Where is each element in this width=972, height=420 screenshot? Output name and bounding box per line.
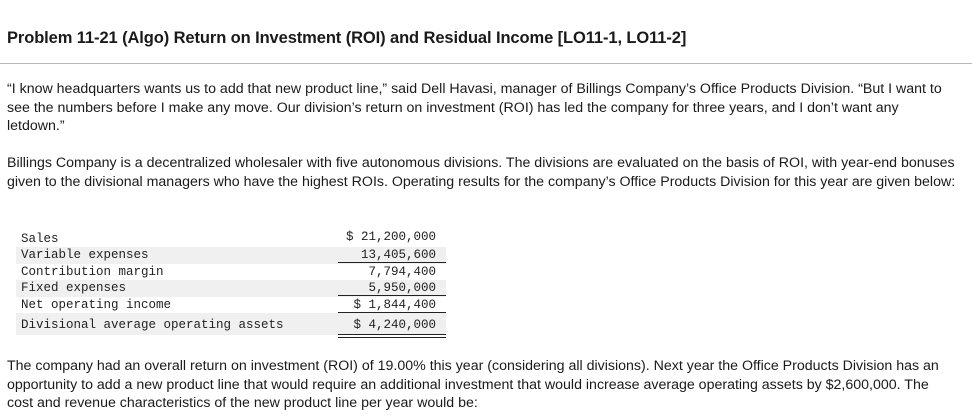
subtotal-rule xyxy=(338,262,446,263)
row-value-variable-expenses: 13,405,600 xyxy=(360,248,436,262)
problem-header xyxy=(0,0,972,64)
table-row xyxy=(16,229,446,247)
subtotal-rule xyxy=(338,295,446,296)
table-row xyxy=(16,264,446,281)
problem-title: Problem 11-21 (Algo) Return on Investment (ROI) and Residual Income [LO11-1, LO11-2] xyxy=(7,29,687,47)
row-value-fixed-expenses: 5,950,000 xyxy=(368,281,436,296)
double-underline-rule xyxy=(338,334,446,335)
operating-results-table xyxy=(16,229,446,335)
row-value-contribution-margin: 7,794,400 xyxy=(368,264,436,279)
new-product-line-paragraph: The company had an overall return on investment (ROI) of 19.00% this year (considering all divisions). Next year the Office Products Division has an opportunity to add a new product line that would require an additional investment that would increase average operating assets by $2,600,000. The cost and revenue characteristics of the new product line per year would be: xyxy=(7,358,939,411)
company-description-paragraph: Billings Company is a decentralized wholesaler with five autonomous divisions. The divisions are evaluated on the basis of ROI, with year-end bonuses given to the divisional managers who have the highest ROIs. Operating results for the company’s Office Products Division for this year are given below: xyxy=(7,155,956,190)
intro-quote-paragraph: “I know headquarters wants us to add that new product line,” said Dell Havasi, manager of Billings Company’s Office Products Division. “But I want to see the numbers before I make any move. Our division’s return on investment (ROI) has led the company for three years, and I don’t want any letdown.” xyxy=(7,81,942,134)
subtotal-rule xyxy=(338,312,446,313)
row-value-average-operating-assets: $ 4,240,000 xyxy=(353,318,436,333)
table-row xyxy=(16,313,446,335)
row-value-sales: $ 21,200,000 xyxy=(345,230,436,244)
row-label-net-operating-income: Net operating income xyxy=(21,297,172,312)
row-label-sales: Sales xyxy=(21,232,59,246)
row-value-net-operating-income: $ 1,844,400 xyxy=(353,297,436,312)
row-label-fixed-expenses: Fixed expenses xyxy=(21,281,127,296)
row-label-average-operating-assets: Divisional average operating assets xyxy=(21,318,284,333)
table-row xyxy=(16,297,446,314)
row-label-contribution-margin: Contribution margin xyxy=(21,264,164,279)
row-label-variable-expenses: Variable expenses xyxy=(21,248,149,262)
double-underline-rule xyxy=(338,337,446,338)
